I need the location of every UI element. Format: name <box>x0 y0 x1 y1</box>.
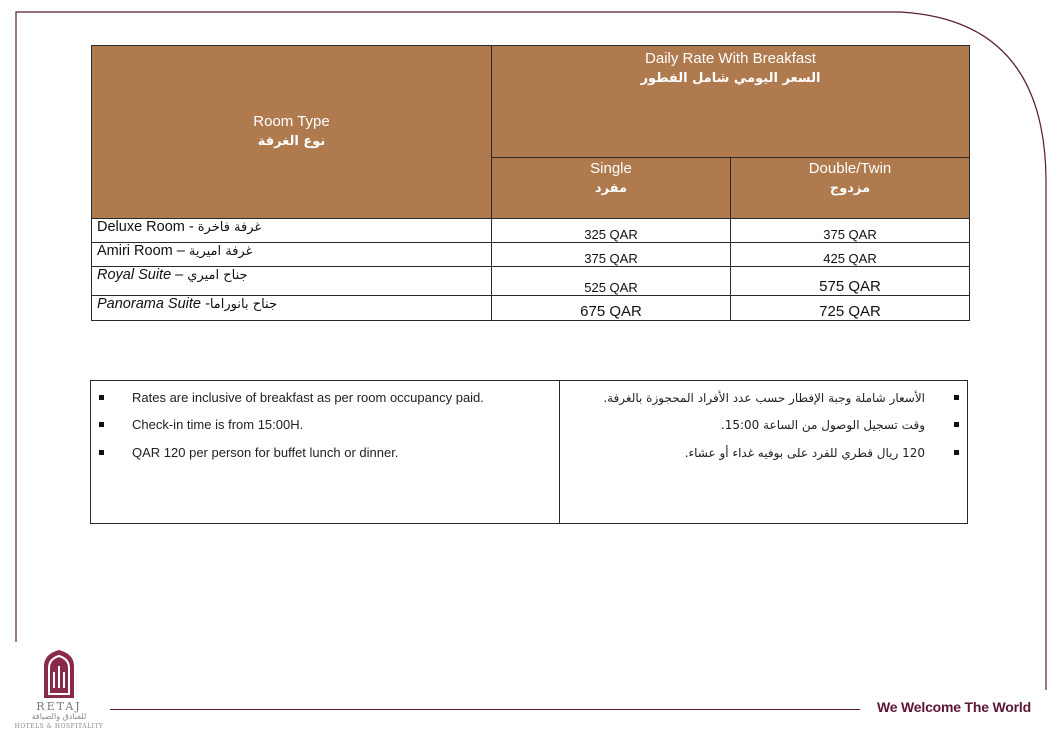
double-rate-cell: 725 QAR <box>731 296 970 321</box>
room-name-en: Royal Suite – <box>97 267 188 283</box>
retaj-logo <box>14 648 104 733</box>
policy-item: Rates are inclusive of breakfast as per room occupancy paid. <box>132 390 484 405</box>
room-name-ar: غرفة فاخرة <box>197 220 262 235</box>
policy-item: 120 ريال قطري للفرد على بوفيه غداء أو عشاء. <box>684 446 925 460</box>
daily-rate-header <box>492 46 970 158</box>
policy-item: QAR 120 per person for buffet lunch or dinner. <box>132 445 399 460</box>
single-rate-cell: 675 QAR <box>492 296 731 321</box>
room-rates-table <box>91 45 970 321</box>
brand-name: RETAJ <box>36 700 82 713</box>
bullet-icon <box>99 422 104 427</box>
room-name-ar: غرفة اميرية <box>188 244 253 259</box>
single-header-ar: مفرد <box>594 181 628 196</box>
room-type-header-ar: نوع الغرفة <box>257 134 326 149</box>
policy-item: الأسعار شاملة وجبة الإفطار حسب عدد الأفراد المحجوزة بالغرفة. <box>603 391 925 405</box>
room-name-ar: جناح اميري <box>187 268 248 283</box>
bullet-icon <box>954 422 959 427</box>
room-name-en: Deluxe Room - <box>97 219 198 235</box>
bullet-icon <box>954 395 959 400</box>
policy-notes-arabic <box>560 381 967 523</box>
room-type-header <box>92 46 492 219</box>
single-rate-cell: 375 QAR <box>492 243 731 267</box>
room-name-en: Panorama Suite - <box>97 296 210 312</box>
policy-notes-box <box>90 380 968 524</box>
bullet-icon <box>954 450 959 455</box>
double-rate-cell: 425 QAR <box>731 243 970 267</box>
double-rate-cell: 575 QAR <box>731 267 970 296</box>
room-name-cell <box>92 296 492 321</box>
brand-subtitle: HOTELS & HOSPITALITY <box>14 723 104 730</box>
double-header <box>731 158 970 219</box>
room-name-cell <box>92 267 492 296</box>
footer-divider <box>110 709 860 710</box>
single-header-en: Single <box>590 160 632 177</box>
double-rate-cell: 375 QAR <box>731 219 970 243</box>
table-row <box>92 243 970 267</box>
table-row <box>92 219 970 243</box>
table-row <box>92 296 970 321</box>
room-name-en: Amiri Room – <box>97 243 189 259</box>
room-name-cell <box>92 243 492 267</box>
bullet-icon <box>99 395 104 400</box>
policy-notes-english <box>91 381 560 523</box>
policy-item: Check-in time is from 15:00H. <box>132 417 304 432</box>
policy-item: وقت تسجيل الوصول من الساعة 15:00. <box>720 418 925 432</box>
room-type-header-en: Room Type <box>253 113 330 130</box>
bullet-icon <box>99 450 104 455</box>
tagline: We Welcome The World <box>877 699 1031 715</box>
retaj-emblem-icon <box>14 648 104 700</box>
double-header-en: Double/Twin <box>808 160 892 177</box>
room-name-cell <box>92 219 492 243</box>
double-header-ar: مزدوج <box>829 181 871 196</box>
daily-rate-header-en: Daily Rate With Breakfast <box>645 50 816 67</box>
single-header <box>492 158 731 219</box>
room-name-ar: جناح بانوراما <box>209 297 278 312</box>
single-rate-cell: 525 QAR <box>492 267 731 296</box>
single-rate-cell: 325 QAR <box>492 219 731 243</box>
table-row <box>92 267 970 296</box>
daily-rate-header-ar: السعر اليومي شامل الفطور <box>640 71 821 86</box>
brand-name-ar: للفنادق والضيافة <box>31 712 87 721</box>
